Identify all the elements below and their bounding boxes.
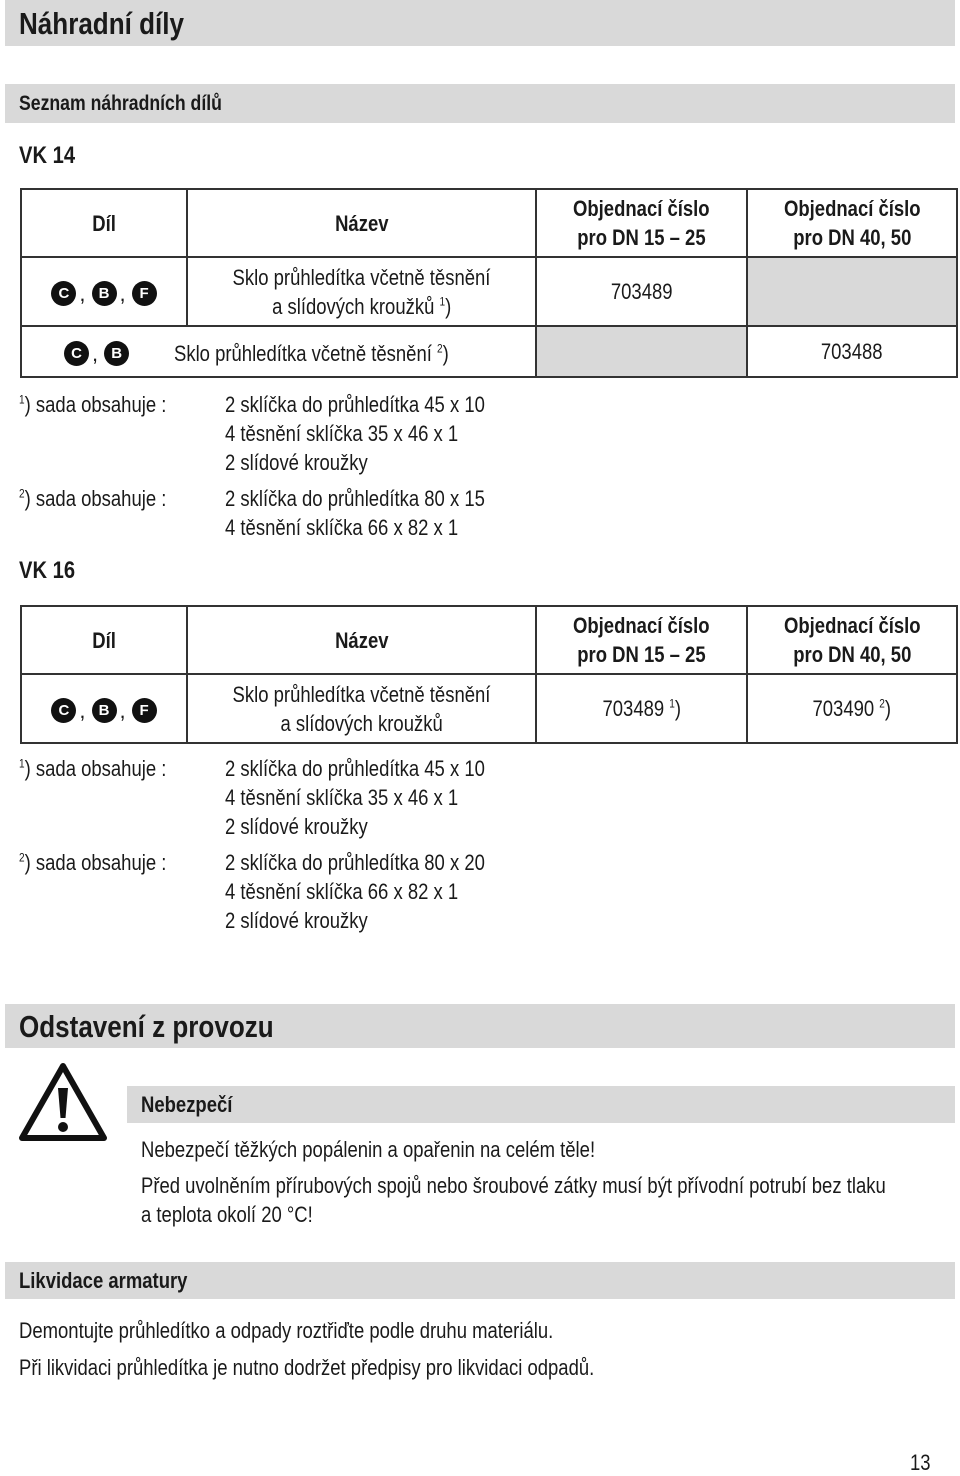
vk16-header-name: Název xyxy=(187,606,536,674)
page-title-bar xyxy=(5,0,955,46)
vk16-header-order-small: Objednací číslo pro DN 15 – 25 xyxy=(536,606,747,674)
vk16-row-parts: C , B , F xyxy=(21,674,187,743)
part-c-icon: C xyxy=(64,341,89,366)
vk14-label: VK 14 xyxy=(19,142,76,169)
table-row xyxy=(21,257,957,326)
part-c-icon: C xyxy=(51,698,76,723)
vk16-row-order-large: 703490 $^2$) xyxy=(747,674,957,743)
vk14-header-order-small: Objednací číslo pro DN 15 – 25 xyxy=(536,189,747,257)
vk14-row1-parts: C , B , F xyxy=(21,257,187,326)
page-title: Náhradní díly xyxy=(19,6,184,41)
danger-line-3: a teplota okolí 20 °C! xyxy=(141,1202,313,1227)
table-row xyxy=(21,674,957,743)
danger-label-bar xyxy=(127,1086,955,1123)
vk16-header-order-large: Objednací číslo pro DN 40, 50 xyxy=(747,606,957,674)
disposal-line-2: Při likvidaci průhledítka je nutno dodržet předpisy pro likvidaci odpadů. xyxy=(19,1355,595,1380)
vk14-header-order-large: Objednací číslo pro DN 40, 50 xyxy=(747,189,957,257)
vk16-header-part: Díl xyxy=(21,606,187,674)
vk14-row2-order-small xyxy=(536,326,747,377)
shutdown-heading-bar xyxy=(5,1004,955,1048)
part-f-icon: F xyxy=(132,281,157,306)
danger-line-1: Nebezpečí těžkých popálenin a opařenin na celém těle! xyxy=(141,1137,596,1162)
shutdown-heading: Odstavení z provozu xyxy=(19,1009,274,1044)
vk14-row1-order-large xyxy=(747,257,957,326)
vk14-header-name: Název xyxy=(187,189,536,257)
part-b-icon: B xyxy=(92,698,117,723)
vk14-table xyxy=(20,188,958,378)
vk14-row1-name: Sklo průhledítka včetně těsnění a slídových kroužků $^1$) xyxy=(187,257,536,326)
vk16-label: VK 16 xyxy=(19,557,76,584)
vk16-row-order-small: 703489 $^1$) xyxy=(536,674,747,743)
page-number: 13 xyxy=(909,1450,931,1475)
vk14-header-part: Díl xyxy=(21,189,187,257)
danger-line-2: Před uvolněním přírubových spojů nebo šroubové zátky musí být přívodní potrubí bez tlaku xyxy=(141,1173,886,1198)
disposal-heading-bar xyxy=(5,1262,955,1299)
vk14-header-row xyxy=(21,189,957,257)
vk14-row2-part-name: C , B Sklo průhledítka včetně těsnění $^2$) xyxy=(21,326,536,377)
disposal-heading: Likvidace armatury xyxy=(19,1268,188,1293)
spare-list-heading: Seznam náhradních dílů xyxy=(19,92,222,115)
part-b-icon: B xyxy=(92,281,117,306)
part-b-icon: B xyxy=(104,341,129,366)
warning-triangle-icon xyxy=(18,1062,108,1142)
danger-label: Nebezpečí xyxy=(141,1092,233,1117)
vk16-header-row xyxy=(21,606,957,674)
vk16-table xyxy=(20,605,958,744)
disposal-line-1: Demontujte průhledítko a odpady roztřiďte podle druhu materiálu. xyxy=(19,1318,554,1343)
spare-list-heading-bar xyxy=(5,84,955,123)
vk14-row1-order-small: 703489 xyxy=(536,257,747,326)
table-row xyxy=(21,326,957,377)
vk16-row-name: Sklo průhledítka včetně těsnění a slídových kroužků xyxy=(187,674,536,743)
part-c-icon: C xyxy=(51,281,76,306)
vk14-row2-order-large: 703488 xyxy=(747,326,957,377)
part-f-icon: F xyxy=(132,698,157,723)
